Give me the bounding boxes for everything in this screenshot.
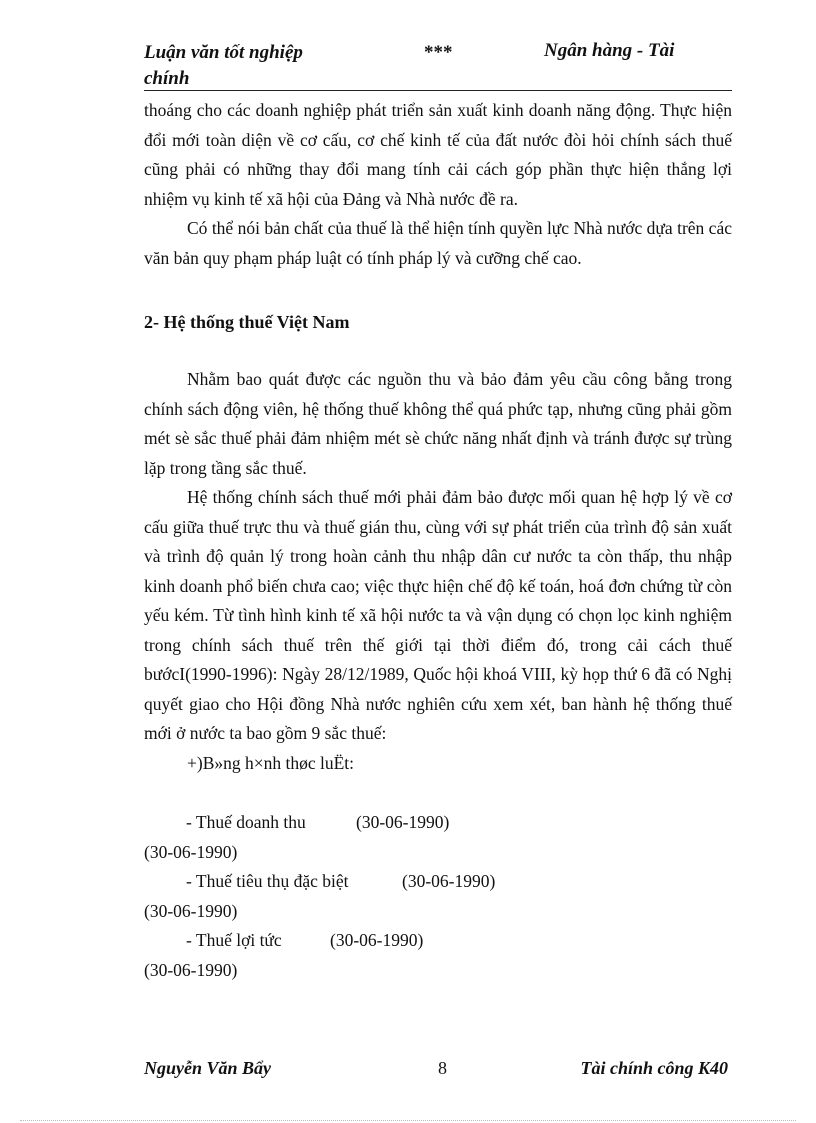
list-item	[144, 867, 732, 897]
tax-date: (30-06-1990)	[356, 812, 450, 832]
header-left	[144, 40, 344, 92]
list-item	[144, 808, 732, 838]
tax-date-secondary: (30-06-1990)	[144, 959, 238, 980]
footer-course: Tài chính công K40	[580, 1058, 728, 1078]
header-left-line2: chính	[144, 68, 190, 89]
tax-date-secondary: (30-06-1990)	[144, 900, 238, 921]
header-right: Ngân hàng - Tài	[544, 40, 675, 61]
page-footer	[144, 1058, 732, 1088]
section-title: 2- Hệ thống thuế Việt Nam	[144, 312, 350, 332]
tax-date: (30-06-1990)	[330, 930, 424, 950]
header-left-line1: Luận văn tốt nghiệp	[144, 42, 303, 63]
tax-name: - Thuế tiêu thụ đặc biệt	[186, 871, 349, 891]
document-body	[144, 96, 732, 985]
list-item	[144, 926, 732, 956]
footer-author: Nguyễn Văn Bẩy	[144, 1058, 272, 1078]
tax-list	[144, 808, 732, 985]
tax-name: - Thuế doanh thu	[186, 812, 306, 832]
page-bottom-divider	[20, 1120, 796, 1121]
page-number: 8	[438, 1058, 447, 1078]
paragraph-1: thoáng cho các doanh nghiệp phát triển sản xuất kinh doanh năng động. Thực hiện đổi mới toàn diện về cơ cấu, cơ chế kinh tế của đất nước đòi hỏi chính sách thuế cũng phải có những thay đổi mang tính cải cách góp phần thực hiện thắng lợi nhiệm vụ kinh tế xã hội của Đảng và Nhà nước đề ra.	[144, 100, 732, 209]
page-header	[144, 40, 732, 91]
paragraph-2: Có thể nói bản chất của thuế là thể hiện tính quyền lực Nhà nước dựa trên các văn bản quy phạm pháp luật có tính pháp lý và cưỡng chế cao.	[144, 218, 732, 268]
tax-name: - Thuế lợi tức	[186, 930, 282, 950]
tax-date: (30-06-1990)	[402, 871, 496, 891]
paragraph-3: Nhằm bao quát được các nguồn thu và bảo đảm yêu cầu công bằng trong chính sách động viên, hệ thống thuế không thể quá phức tạp, nhưng cũng phải gồm mét sè sắc thuế phải đảm nhiệm mét sè chức năng nhất định và tránh được sự trùng lặp trong tầng sắc thuế.	[144, 369, 732, 478]
paragraph-4: Hệ thống chính sách thuế mới phải đảm bảo được mối quan hệ hợp lý về cơ cấu giữa thuế trực thu và thuế gián thu, cùng với sự phát triển của trình độ sản xuất và trình độ quản lý trong hoàn cảnh thu nhập dân cư nước ta còn thấp, thu nhập kinh doanh phổ biến chưa cao; việc thực hiện chế độ kế toán, hoá đơn chứng từ còn yếu kém. Từ tình hình kinh tế xã hội nước ta và vận dụng có chọn lọc kinh nghiệm trong chính sách thuế trên thế giới tại thời điểm đó, trong cải cách thuế bướcI(1990-1996): Ngày 28/12/1989, Quốc hội khoá VIII, kỳ họp thứ 6 đã có Nghị quyết giao cho Hội đồng Nhà nước nghiên cứu xem xét, ban hành hệ thống thuế mới ở nước ta bao gồm 9 sắc thuế:	[144, 487, 732, 743]
tax-date-secondary: (30-06-1990)	[144, 841, 238, 862]
list-intro: +)B»ng h×nh thøc luËt:	[187, 752, 355, 773]
header-stars: ***	[424, 42, 453, 63]
